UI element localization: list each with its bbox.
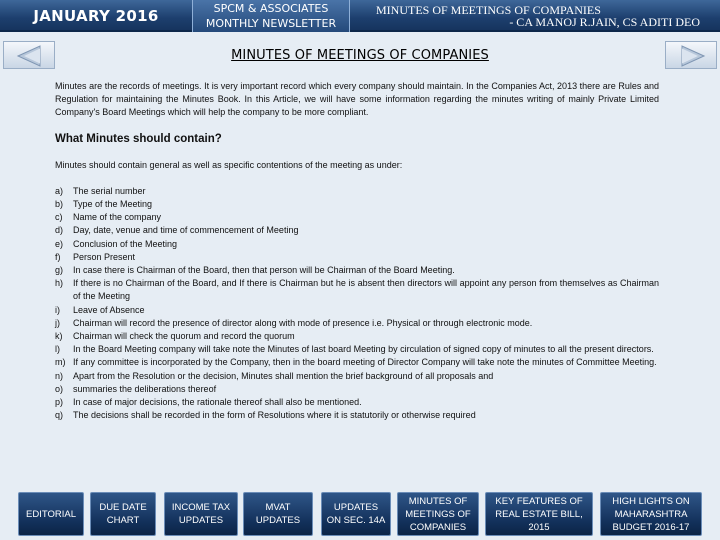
list-item — [55, 383, 659, 396]
issue-date-text: JANUARY 2016 — [33, 7, 159, 25]
footer-button-label — [256, 501, 300, 527]
list-item — [55, 264, 659, 277]
footer-button[interactable] — [18, 492, 84, 536]
triangle-right-icon — [666, 42, 718, 70]
list-item — [55, 277, 659, 303]
list-item-text: In case there is Chairman of the Board, then that person will be Chairman of the Board Meeting. — [73, 265, 455, 276]
footer-button-label — [327, 501, 386, 527]
list-item-text: summaries the deliberations thereof — [73, 383, 217, 394]
list-item — [55, 317, 659, 330]
list-item — [55, 238, 659, 251]
footer-button-line: MAHARASHTRA — [614, 508, 688, 520]
next-page-button[interactable] — [665, 41, 717, 69]
list-item — [55, 198, 659, 211]
issue-date — [0, 0, 192, 32]
footer-button-label — [172, 501, 230, 527]
footer-button-label — [495, 495, 582, 534]
list-item-label: d) — [55, 225, 64, 236]
footer-button-line: 2015 — [528, 521, 550, 533]
list-item — [55, 343, 659, 356]
list-item — [55, 370, 659, 383]
footer-nav — [0, 487, 720, 540]
footer-button-line: EDITORIAL — [26, 508, 76, 520]
footer-button-line: MINUTES OF — [408, 495, 468, 507]
footer-button-line: MVAT — [265, 502, 291, 513]
footer-button-line: BUDGET 2016-17 — [612, 521, 690, 533]
newsletter-label — [192, 0, 350, 32]
article-header — [350, 0, 720, 32]
list-item — [55, 304, 659, 317]
article-body — [55, 80, 659, 422]
list-item-text: Conclusion of the Meeting — [73, 238, 178, 249]
list-item-label: c) — [55, 212, 63, 223]
list-item — [55, 251, 659, 264]
article-header-authors: - CA MANOJ R.JAIN, CS ADITI DEO — [509, 15, 700, 29]
footer-button-line: UPDATES — [255, 515, 301, 526]
triangle-left-icon — [4, 42, 56, 70]
footer-button-line: KEY FEATURES OF — [495, 495, 583, 507]
footer-button[interactable] — [397, 492, 479, 536]
list-item-text: The serial number — [73, 185, 146, 196]
list-item-label: b) — [55, 199, 64, 210]
footer-button[interactable] — [321, 492, 391, 536]
footer-button-line: REAL ESTATE BILL, — [495, 508, 583, 520]
list-item-text: Leave of Absence — [73, 304, 145, 315]
list-item-label: k) — [55, 331, 63, 342]
footer-button-line: COMPANIES — [409, 521, 467, 533]
list-item-label: f) — [55, 251, 61, 262]
list-item — [55, 356, 659, 369]
list-item-text: Apart from the Resolution or the decision, Minutes shall mention the brief background of all proposals and — [73, 370, 494, 381]
list-item-label: o) — [55, 383, 64, 394]
header-bar — [0, 0, 720, 32]
contents-list — [55, 185, 659, 423]
list-item-text: Name of the company — [73, 212, 162, 223]
lead-paragraph: Minutes should contain general as well as specific contentions of the meeting as under: — [55, 159, 403, 170]
footer-button[interactable] — [600, 492, 702, 536]
list-item — [55, 330, 659, 343]
list-item-text: If there is no Chairman of the Board, and If there is Chairman but he is absent then directors will appoint any person from themselves as Chairman of the Meeting — [73, 278, 659, 302]
footer-button-label — [612, 495, 690, 534]
list-item — [55, 211, 659, 224]
footer-button-line: UPDATES — [178, 515, 224, 526]
footer-button-label — [99, 501, 146, 527]
list-item-label: l) — [55, 344, 60, 355]
newsletter-line-1: SPCM & ASSOCIATES — [213, 2, 329, 15]
list-item-label: j) — [55, 317, 60, 328]
footer-button[interactable] — [164, 492, 238, 536]
list-item-label: g) — [55, 265, 64, 276]
newsletter-line-2: MONTHLY NEWSLETTER — [205, 17, 337, 30]
footer-button[interactable] — [90, 492, 156, 536]
list-item-text: Chairman will check the quorum and record the quorum — [73, 331, 295, 342]
footer-button-line: ON SEC. 14A — [326, 515, 386, 526]
footer-button-line: MEETINGS OF — [405, 508, 471, 520]
list-item-text: In case of major decisions, the rationale thereof shall also be mentioned. — [73, 397, 362, 408]
section-heading: What Minutes should contain? — [55, 132, 222, 145]
list-item-label: q) — [55, 410, 64, 421]
footer-button-label — [26, 508, 76, 521]
list-item-label: i) — [55, 304, 60, 315]
list-item-label: p) — [55, 397, 64, 408]
list-item-text: Person Present — [73, 251, 136, 262]
footer-button-line: CHART — [106, 515, 140, 526]
footer-button[interactable] — [485, 492, 593, 536]
list-item-text: Chairman will record the presence of director along with mode of presence i.e. Physical or through electronic mode. — [73, 317, 533, 328]
previous-page-button[interactable] — [3, 41, 55, 69]
list-item-label: m) — [55, 357, 66, 368]
article-header-title: MINUTES OF MEETINGS OF COMPANIES — [376, 3, 601, 17]
list-item-text: Day, date, venue and time of commencement of Meeting — [73, 225, 299, 236]
list-item-text: Type of the Meeting — [73, 199, 153, 210]
list-item-text: If any committee is incorporated by the Company, then in the board meeting of Director Company will take note the minutes of Committee Meeting. — [73, 357, 657, 368]
footer-button-line: HIGH LIGHTS ON — [612, 495, 690, 507]
list-item-label: a) — [55, 185, 64, 196]
list-item — [55, 224, 659, 237]
footer-button-line: UPDATES — [333, 502, 379, 513]
footer-button-label — [405, 495, 470, 534]
footer-button-line: DUE DATE — [99, 502, 147, 513]
page-title: MINUTES OF MEETINGS OF COMPANIES — [231, 48, 489, 63]
list-item — [55, 409, 659, 422]
list-item-label: e) — [55, 238, 64, 249]
footer-button-line: INCOME TAX — [171, 502, 231, 513]
list-item-text: In the Board Meeting company will take note the Minutes of last board Meeting by circulation of signed copy of minutes to all the present directors. — [73, 344, 654, 355]
list-item — [55, 185, 659, 198]
footer-button[interactable] — [243, 492, 313, 536]
list-item-label: n) — [55, 370, 64, 381]
navigation-row — [0, 38, 720, 72]
list-item-text: The decisions shall be recorded in the form of Resolutions where it is statutorily or otherwise required — [73, 410, 476, 421]
list-item-label: h) — [55, 278, 64, 289]
list-item — [55, 396, 659, 409]
intro-paragraph: Minutes are the records of meetings. It is very important record which every company should maintain. In the Companies Act, 2013 there are Rules and Regulation for maintaining the Minutes Book. In this Article, we will have some information regarding the minutes writing of mainly Private Limited Company's Board Meetings which will help the company to be more compliant. — [55, 81, 659, 118]
